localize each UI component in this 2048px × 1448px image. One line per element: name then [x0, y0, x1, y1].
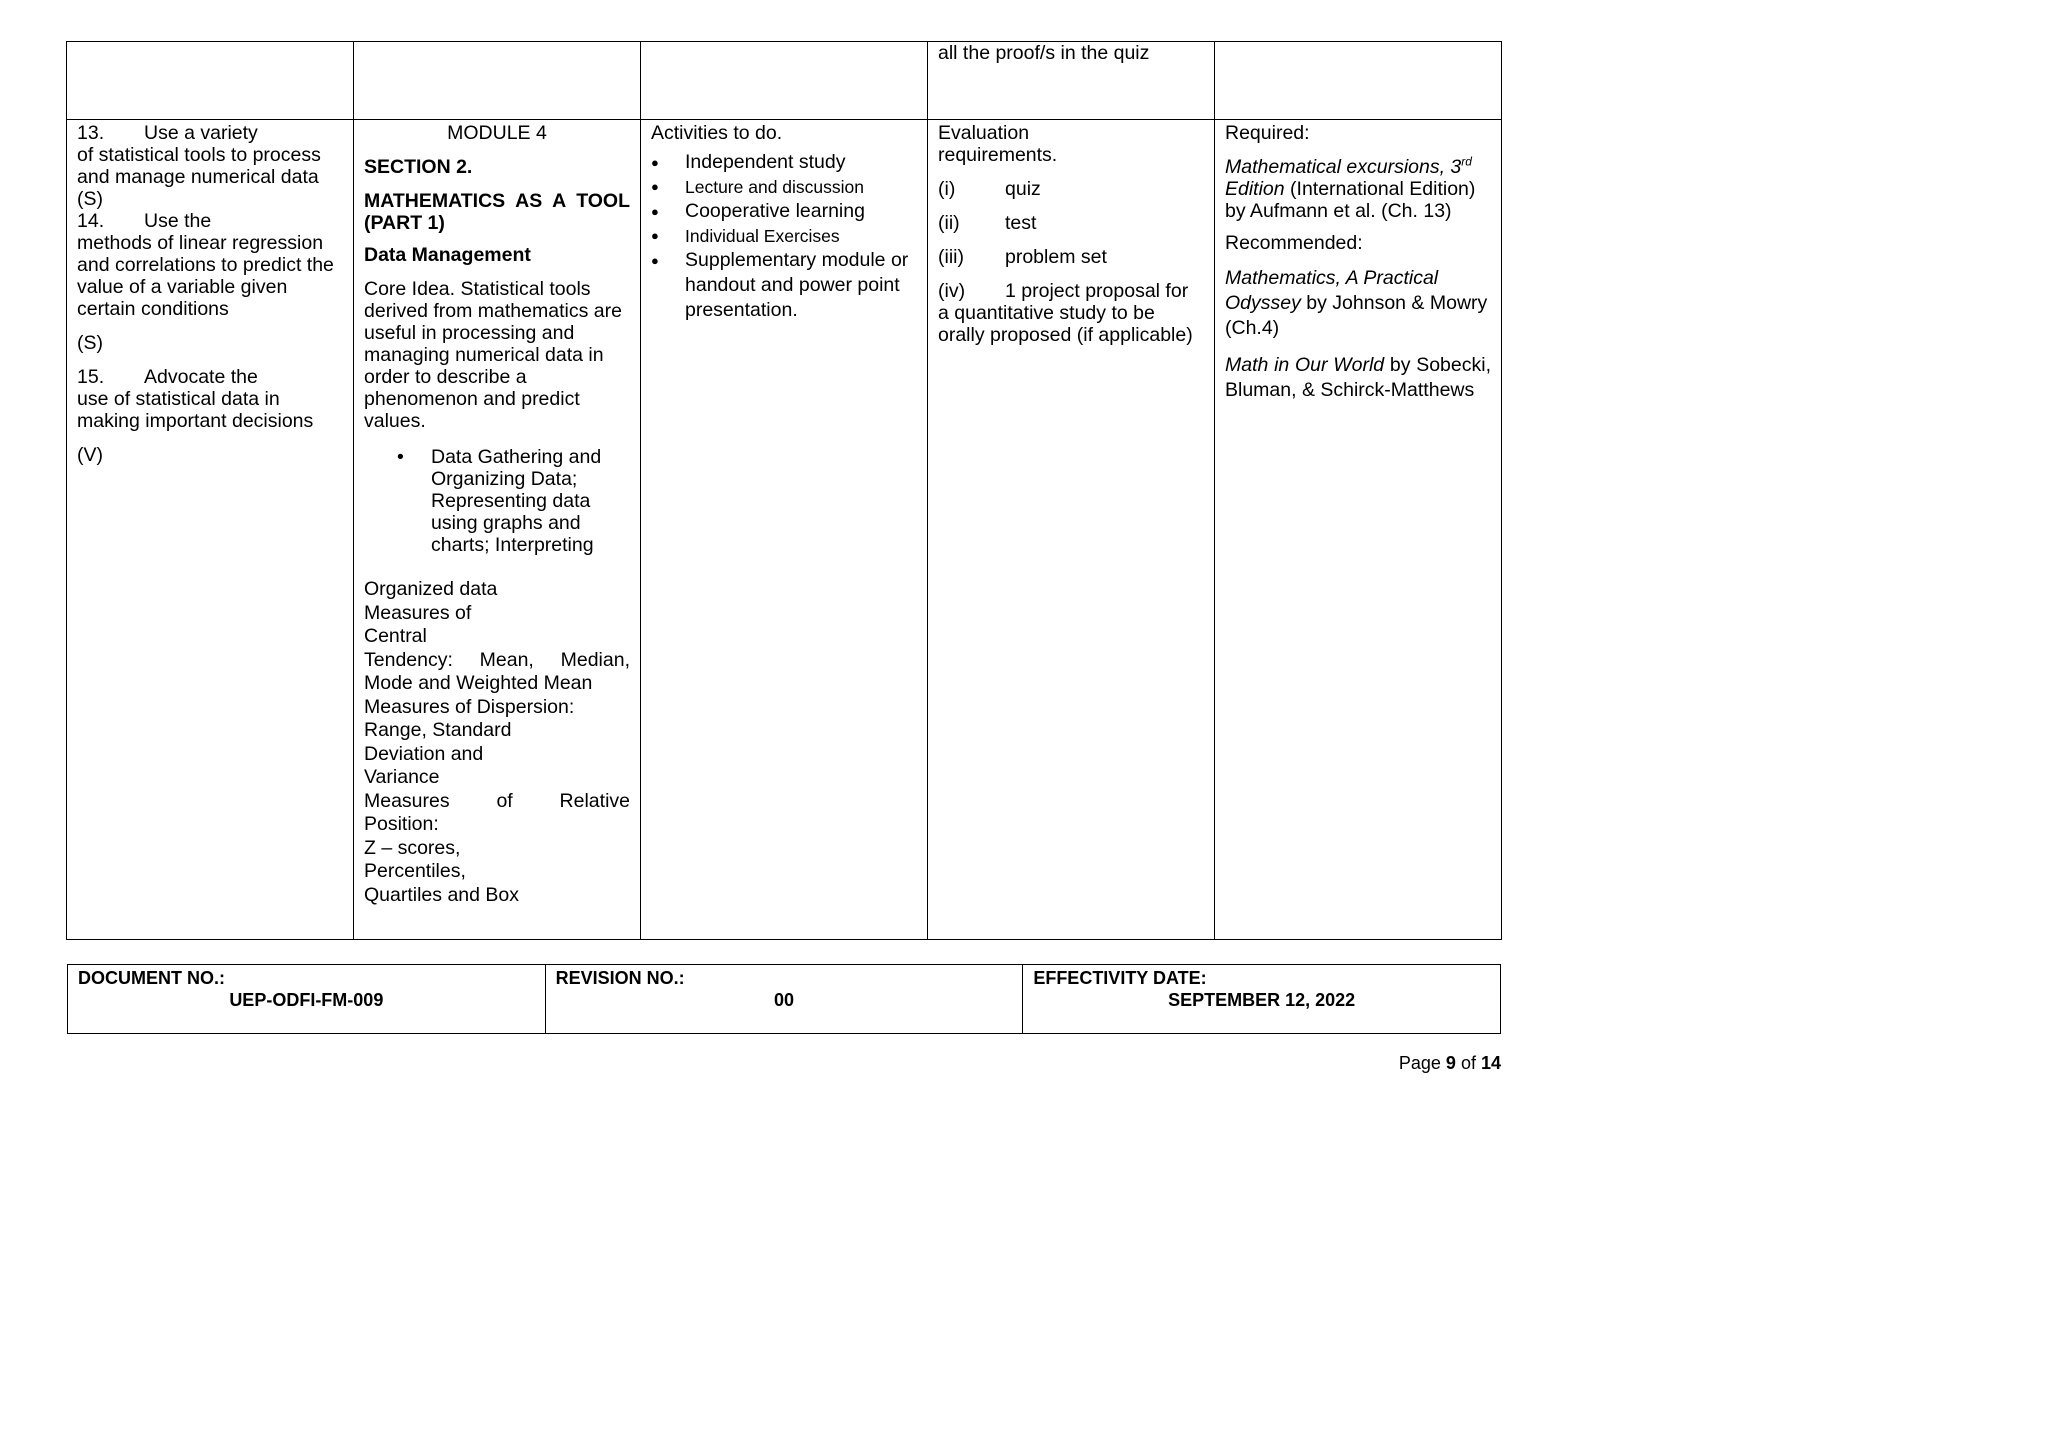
topic-line: Measures of Dispersion:: [364, 695, 575, 718]
list-item: ● Independent study: [651, 150, 917, 175]
revision-number-label: REVISION NO.:: [555, 968, 685, 988]
evaluation-cell-top: [928, 42, 1215, 120]
document-number-value: UEP-ODFI-FM-009: [229, 990, 384, 1010]
topic-line: Quartiles and Box: [364, 883, 520, 906]
outcomes-cell: [67, 120, 354, 940]
evaluation-heading: Evaluation requirements.: [938, 122, 1058, 166]
document-number-label: DOCUMENT NO.:: [78, 968, 225, 988]
evaluation-cell: [928, 120, 1215, 940]
required-label: Required:: [1225, 122, 1310, 144]
topic-line: Central: [364, 625, 427, 647]
revision-number-cell: [545, 965, 1023, 1034]
revision-number-value: 00: [773, 990, 794, 1010]
content-bullet-list: [364, 446, 630, 556]
topic-line: Percentiles,: [364, 860, 466, 882]
syllabus-table: [66, 41, 1502, 940]
topic-line: Variance: [364, 766, 440, 788]
document-footer: [67, 964, 1501, 1034]
recommended-label: Recommended:: [1225, 232, 1363, 254]
evaluation-item-iii: (iii) problem set: [938, 246, 1107, 268]
table-row: [67, 120, 1502, 940]
outcome-15-text: use of statistical data in making important decisions: [77, 388, 314, 432]
effectivity-date-cell: [1023, 965, 1501, 1034]
effectivity-date-value: SEPTEMBER 12, 2022: [1168, 990, 1356, 1010]
list-item: ● Supplementary module or handout and power point presentation.: [651, 248, 917, 323]
module-label: MODULE 4: [447, 122, 547, 144]
evaluation-item-iv: (iv) 1 project proposal for: [938, 280, 1189, 302]
reference-2: Mathematics, A Practical Odyssey by Johnson & Mowry (Ch.4): [1225, 267, 1488, 339]
module-title: MATHEMATICS AS A TOOL (PART 1): [364, 190, 630, 234]
references-cell-top: [1215, 42, 1502, 120]
activities-cell: [641, 120, 928, 940]
activities-heading: Activities to do.: [651, 122, 783, 144]
list-item: ● Individual Exercises: [651, 224, 917, 248]
references-cell: [1215, 120, 1502, 940]
outcome-13-tag: (S): [77, 188, 103, 210]
outcome-14: 14. Use the: [77, 210, 212, 232]
core-idea: Core Idea. Statistical tools derived from mathematics are useful in processing and managing numerical data in order to describe a phenomenon and predict values.: [364, 278, 622, 432]
outcome-14-text: methods of linear regression and correlations to predict the value of a variable given certain conditions: [77, 232, 334, 320]
outcome-14-tag: (S): [77, 332, 103, 354]
evaluation-item-i: (i) quiz: [938, 178, 1041, 200]
topic-line: Tendency: Mean, Median,: [364, 648, 630, 671]
activities-list: [651, 150, 917, 323]
outcome-13: 13. Use a variety: [77, 122, 258, 144]
table-row: [67, 42, 1502, 120]
topic-line: Measures of Relative: [364, 789, 630, 812]
topic-line: Mode and Weighted Mean: [364, 672, 593, 694]
evaluation-continued-text: all the proof/s in the quiz: [938, 42, 1150, 64]
topic-line: Measures of: [364, 601, 472, 624]
section-label: SECTION 2.: [364, 156, 473, 178]
list-item: ● Lecture and discussion: [651, 175, 917, 199]
evaluation-item-iv-text: a quantitative study to be orally proposed (if applicable): [938, 302, 1193, 346]
outcome-13-text: of statistical tools to process and manage numerical data: [77, 144, 321, 188]
topic-line: Organized data: [364, 578, 498, 600]
content-cell-top: [354, 42, 641, 120]
content-cell: [354, 120, 641, 940]
topic-line: Position:: [364, 813, 439, 835]
outcome-15: 15. Advocate the: [77, 366, 258, 388]
topic-line: Range, Standard: [364, 719, 512, 741]
document-number-cell: [68, 965, 546, 1034]
activities-cell-top: [641, 42, 928, 120]
page-number: Page 9 of 14: [1398, 1053, 1501, 1073]
evaluation-item-ii: (ii) test: [938, 212, 1037, 234]
list-item: • Data Gathering and Organizing Data; Representing data using graphs and charts; Interpreting: [364, 446, 630, 556]
module-subtitle: Data Management: [364, 244, 531, 266]
outcomes-cell-top: [67, 42, 354, 120]
topic-line: Deviation and: [364, 742, 484, 765]
list-item: ● Cooperative learning: [651, 199, 917, 224]
reference-1: Mathematical excursions, 3rd Edition (International Edition) by Aufmann et al. (Ch. 13): [1225, 154, 1476, 222]
table-row: [68, 965, 1501, 1034]
topic-line: Z – scores,: [364, 836, 461, 859]
reference-3: Math in Our World by Sobecki, Bluman, & Schirck-Matthews: [1225, 354, 1491, 401]
effectivity-date-label: EFFECTIVITY DATE:: [1033, 968, 1207, 988]
outcome-15-tag: (V): [77, 444, 103, 466]
